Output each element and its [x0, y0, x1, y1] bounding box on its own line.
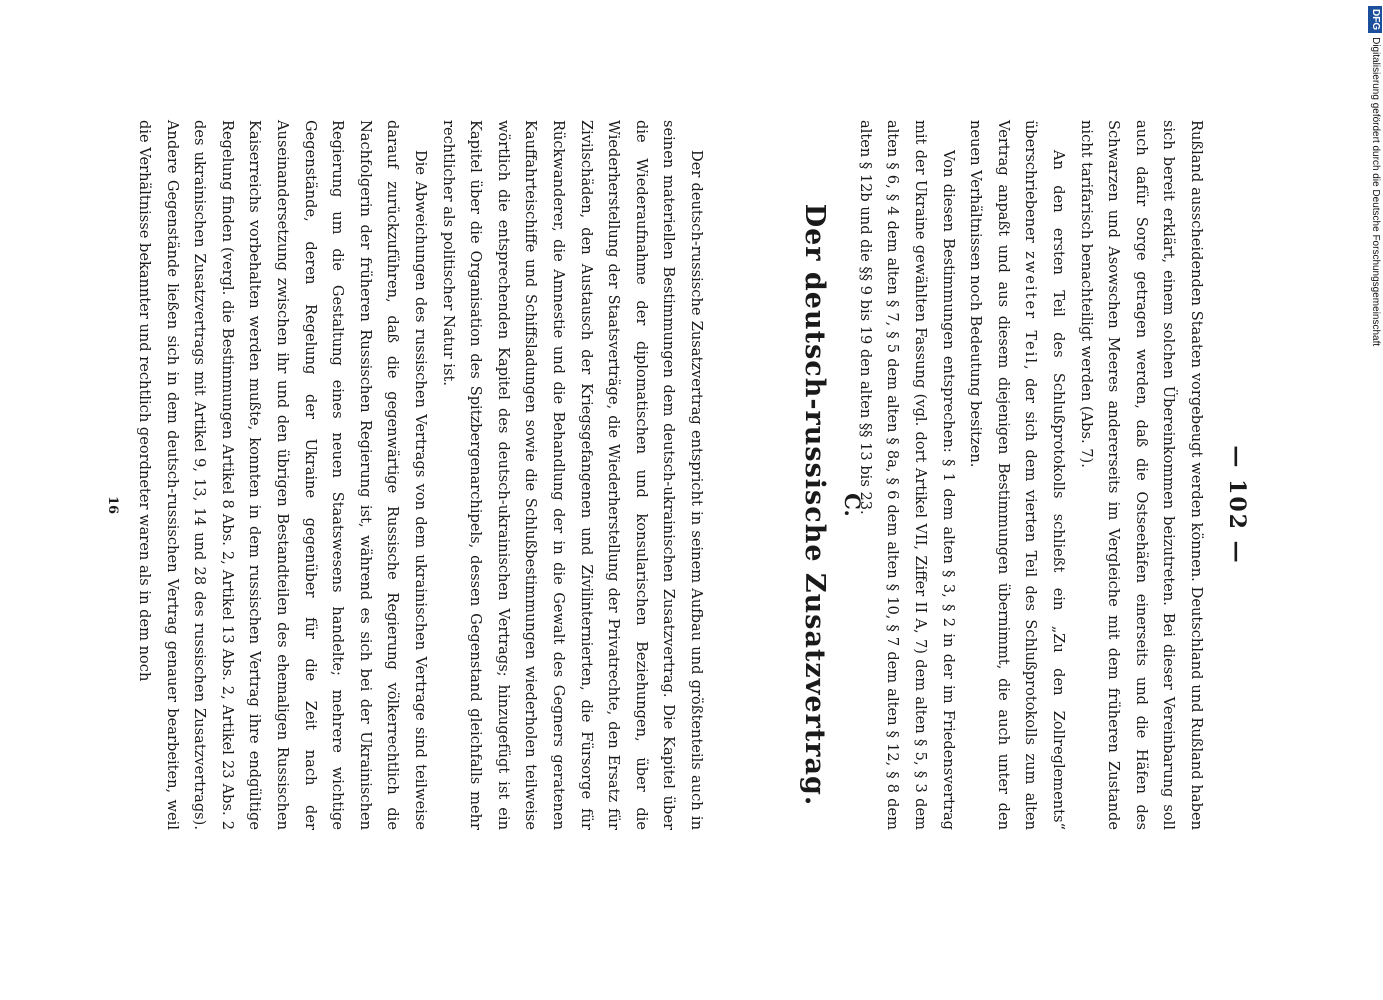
paragraph-1: Rußland ausscheidenden Staaten vorgebeugt werden können. Deutschland und Rußland haben sich bereit erklärt, einem solchen Übereinkommen beizutreten. Bei dieser Vereinbarung soll auch dafür Sorge getragen werden, daß die Ostseehäfen einerseits und die Häfen des Schwarzen und Asowschen Meeres andererseits im Vergleiche mit dem früheren Zustande nicht tarifarisch benachteiligt werden (Abs. 7). — [1077, 120, 1205, 830]
paragraph-2-spaced: zweiter Teil — [1022, 251, 1040, 366]
dfg-funding-note — [1366, 6, 1383, 406]
page-number: — 102 — — [1224, 445, 1250, 565]
dfg-note-text: Digitalisierung gefördert durch die Deutsche Forschungsgemeinschaft — [1370, 37, 1381, 347]
upper-text-block — [851, 120, 1210, 830]
section-title: Der deutsch-russische Zusatzvertrag. — [799, 203, 830, 807]
paragraph-3: Von diesen Bestimmungen entsprechen: § 1 dem alten § 3, § 2 in der im Friedensvertrag mit der Ukraine gewählten Fassung (vgl. dort Artikel VII, Ziffer II A, 7) dem alten § 5, § 3 dem alten § 6, § 4 dem alten § 7, § 5 dem alten § 8a, § 6 dem alten § 10, § 7 dem alten § 12, § 8 dem alten § 12b und die §§ 9 bis 19 den alten §§ 13 bis 23. — [856, 120, 957, 830]
rotated-page — [90, 110, 1250, 900]
paragraph-4: Der deutsch-russische Zusatzvertrag entspricht in seinem Aufbau und größtenteils auch in seinen materiellen Bestimmungen dem deutsch-ukrainischen Zusatzvertrag. Die Kapitel über die Wiederaufnahme der diplomatischen und konsularischen Beziehungen, über die Wiederherstellung der Staatsverträge, die Wiederherstellung der Privatrechte, den Ersatz für Zivilschäden, den Austausch der Kriegsgefangenen und Zivilinternierten, die Fürsorge für Rückwanderer, die Amnestie und die Behandlung der in die Gewalt des Gegners geratenen Kauffahrteischiffe und Schiffsladungen sowie die Schlußbestimmungen wiederholen teilweise wörtlich die entsprechenden Kapitel des deutsch-ukrainischen Vertrags; hinzugefügt ist ein Kapitel über die Organisation des Spitzbergenarchipels, dessen Gegenstand gleichfalls mehr rechtlicher als politischer Natur ist. — [439, 120, 705, 830]
section-letter: C. — [840, 493, 865, 517]
lower-text-block — [131, 120, 710, 830]
paragraph-2 — [962, 120, 1072, 830]
paragraph-2-pre: An den ersten Teil des Schlußprotokolls schließt ein „Zu den Zollreglements“ überschriebener — [1022, 120, 1068, 830]
paragraph-2-post: , der sich dem vierten Teil des Schlußprotokolls zum alten Vertrag anpaßt und aus diesem diejenigen Bestimmungen übernimmt, die auch unter den neuen Verhältnissen noch Bedeutung besitzen. — [967, 120, 1040, 830]
paragraph-5: Die Abweichungen des russischen Vertrags von dem ukrainischen Vertrage sind teilweise darauf zurückzuführen, daß die gegenwärtige Russische Regierung völkerrechtlich die Nachfolgerin der früheren Russischen Regierung ist, während es sich bei der Ukrainischen Regierung um die Gestaltung eines neuen Staatswesens handelte; mehrere wichtige Gegenstände, deren Regelung der Ukraine gegenüber für die Zeit nach der Auseinandersetzung zwischen ihr und den übrigen Bestandteilen des ehemaligen Russischen Kaiserreichs vorbehalten werden mußte, konnten in dem russischen Vertrag ihre endgültige Regelung finden (vergl. die Bestimmungen Artikel 8 Abs. 2, Artikel 13 Abs. 2, Artikel 23 Abs. 2 des ukrainischen Zusatzvertrags mit Artikel 9, 13, 14 und 28 des russischen Zusatzvertrags). Andere Gegenstände ließen sich in dem deutsch-russischen Vertrag genauer bearbeiten, weil die Verhältnisse bekannter und rechtlich geordneter waren als in dem noch — [136, 120, 430, 830]
dfg-logo: DFG — [1368, 6, 1382, 33]
printer-signature: 16 — [105, 495, 120, 515]
